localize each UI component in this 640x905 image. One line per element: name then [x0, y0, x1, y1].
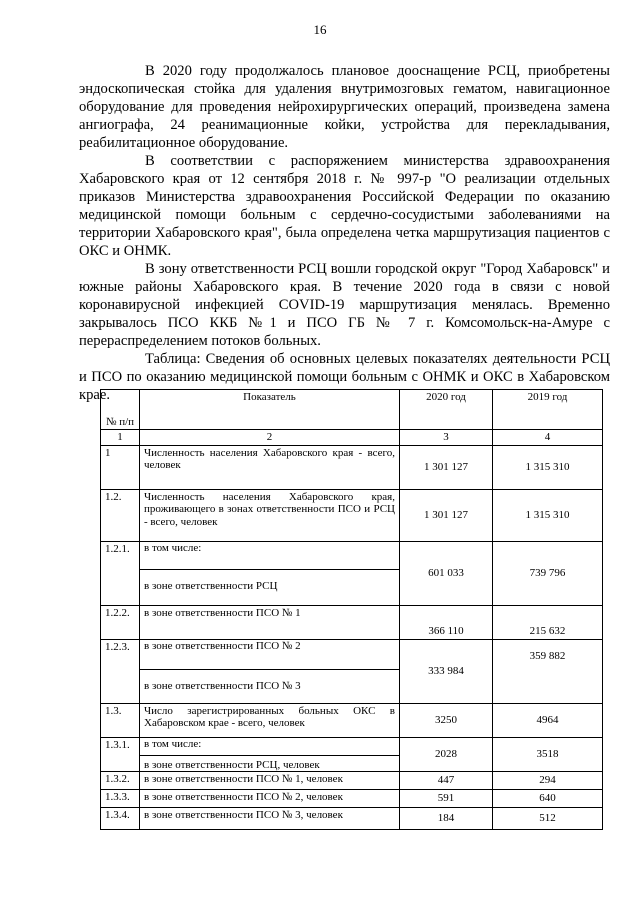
row-value-2019: 294 — [493, 772, 603, 790]
row-value-2019: 1 315 310 — [493, 445, 603, 489]
row-value-2019: 3518 — [493, 737, 603, 772]
row-label: Численность населения Хабаровского края - всего, человек — [140, 445, 400, 489]
table-row — [101, 808, 603, 830]
row-label-group — [140, 737, 400, 772]
row-value-2020: 3250 — [400, 703, 493, 737]
row-label: в зоне ответственности ПСО № 3 — [144, 679, 301, 692]
row-label: в зоне ответственности ПСО № 1, человек — [140, 772, 400, 790]
row-value-2019: 739 796 — [493, 541, 603, 605]
row-num: 1.3.4. — [101, 808, 140, 830]
row-label: в зоне ответственности ПСО № 2, человек — [140, 790, 400, 808]
paragraph-zones: В зону ответственности РСЦ вошли городской округ "Город Хабаровск" и южные районы Хабаровского края. В течение 2020 года в связи с новой коронавирусной инфекцией COVID-19 маршрутизация менялась. Временно закрывалось ПСО ККБ №1 и ПСО ГБ № 7 г. Комсомольск-на-Амуре с перераспределением потоков больных. — [79, 261, 610, 349]
row-label: Число зарегистрированных больных ОКС в Хабаровском крае - всего, человек — [140, 703, 400, 737]
row-num: 1.2.3. — [101, 639, 140, 703]
row-num: 1.2.2. — [101, 605, 140, 639]
table-row — [101, 541, 603, 605]
page-number: 16 — [313, 22, 327, 37]
col-number: 4 — [493, 430, 603, 446]
row-label: в зоне ответственности РСЦ — [144, 579, 278, 592]
row-value-2019: 512 — [493, 808, 603, 830]
row-value-2020: 1 301 127 — [400, 445, 493, 489]
header-indicator: Показатель — [140, 390, 400, 430]
column-number-row — [101, 430, 603, 446]
row-label-group — [140, 541, 400, 605]
row-value-2019: 359 882 — [493, 639, 603, 703]
row-value-2019: 640 — [493, 790, 603, 808]
table-row — [101, 605, 603, 639]
row-value-2020: 591 — [400, 790, 493, 808]
table-header-row — [101, 390, 603, 430]
indicators-table — [100, 389, 603, 830]
row-label: в том числе: — [140, 542, 399, 570]
header-2020: 2020 год — [400, 390, 493, 430]
row-value-2020: 333 984 — [400, 639, 493, 703]
row-num: 1.2. — [101, 489, 140, 541]
row-value-2020: 601 033 — [400, 541, 493, 605]
row-value-2020: 184 — [400, 808, 493, 830]
row-value-2020: 1 301 127 — [400, 489, 493, 541]
row-num: 1 — [101, 445, 140, 489]
row-value-2020: 366 110 — [400, 605, 493, 639]
table-caption: Таблица: Сведения об основных целевых показателях деятельности РСЦ и ПСО по оказанию медицинской помощи больным с ОНМК и ОКС в Хабаровском крае. — [79, 351, 610, 403]
row-num: 1.3.2. — [101, 772, 140, 790]
table-row — [101, 489, 603, 541]
row-label: в зоне ответственности РСЦ, человек — [144, 758, 320, 771]
row-value-2019: 215 632 — [493, 605, 603, 639]
row-label: в том числе: — [140, 738, 399, 756]
table-row — [101, 790, 603, 808]
row-label: в зоне ответственности ПСО № 3, человек — [140, 808, 400, 830]
row-label: в зоне ответственности ПСО № 1 — [140, 605, 400, 639]
table-row — [101, 772, 603, 790]
row-value-2020: 447 — [400, 772, 493, 790]
row-label-group — [140, 639, 400, 703]
col-number: 1 — [101, 430, 140, 446]
body-text — [79, 62, 610, 404]
row-label: в зоне ответственности ПСО № 2 — [140, 640, 399, 670]
table-row — [101, 445, 603, 489]
table-row — [101, 639, 603, 703]
row-value-2019: 1 315 310 — [493, 489, 603, 541]
row-value-2020: 2028 — [400, 737, 493, 772]
table-row — [101, 737, 603, 772]
header-2019: 2019 год — [493, 390, 603, 430]
row-num: 1.3. — [101, 703, 140, 737]
row-num: 1.2.1. — [101, 541, 140, 605]
row-label: Численность населения Хабаровского края, проживающего в зонах ответственности ПСО и РСЦ - всего, человек — [140, 489, 400, 541]
row-value-2019: 4964 — [493, 703, 603, 737]
row-num: 1.3.3. — [101, 790, 140, 808]
col-number: 2 — [140, 430, 400, 446]
paragraph-order: В соответствии с распоряжением министерства здравоохранения Хабаровского края от 12 сентября 2018 г. № 997-р "О реализации отдельных приказов Министерства здравоохранения Российской Федерации по оказанию медицинской помощи больным с сердечно-сосудистыми заболеваниями на территории Хабаровского края", была определена четка маршрутизация пациентов с ОКС и ОНМК. — [79, 153, 610, 259]
row-num: 1.3.1. — [101, 737, 140, 772]
paragraph-equipment: В 2020 году продолжалось плановое дооснащение РСЦ, приобретены эндоскопическая стойка для удаления внутримозговых гематом, навигационное оборудование для проведения нейрохирургических операций, произведена замена ангиографа, 24 реанимационные койки, устройства для перекладывания, реабилитационное оборудование. — [79, 63, 610, 151]
table-row — [101, 703, 603, 737]
header-num: № п/п — [101, 390, 140, 430]
col-number: 3 — [400, 430, 493, 446]
